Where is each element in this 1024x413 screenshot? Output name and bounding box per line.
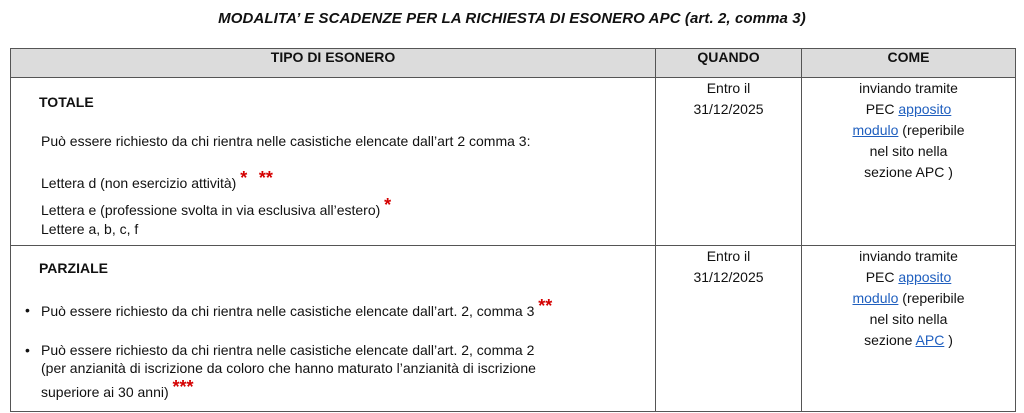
come-line xyxy=(802,267,1015,288)
item-lettera-d xyxy=(41,168,273,192)
come-line xyxy=(802,99,1015,120)
quando-cell-parziale xyxy=(656,246,802,412)
come-line xyxy=(802,120,1015,141)
section-title-parziale: PARZIALE xyxy=(39,260,108,276)
modulo-link[interactable]: modulo xyxy=(852,290,899,306)
apposito-modulo-link[interactable]: apposito xyxy=(898,269,952,285)
header-row xyxy=(11,49,1016,78)
bullet-item xyxy=(25,342,535,359)
come-line: sezione APC ) xyxy=(864,164,953,180)
asterisk-mark: * xyxy=(240,168,248,188)
reperibile-text: (reperibile xyxy=(902,290,965,306)
tipo-cell-parziale xyxy=(11,246,656,412)
item-lettere-abcf: Lettere a, b, c, f xyxy=(41,221,139,237)
bullet-continuation: (per anzianità di iscrizione da coloro che hanno maturato l’anzianità di iscrizione xyxy=(41,360,536,376)
closing-paren: ) xyxy=(948,332,953,348)
bullet-item xyxy=(25,296,553,320)
pec-text: PEC xyxy=(865,269,895,285)
document-title: MODALITA’ E SCADENZE PER LA RICHIESTA DI ESONERO APC (art. 2, comma 3) xyxy=(218,10,806,27)
bullet-continuation xyxy=(41,377,194,401)
asterisk-mark: * xyxy=(384,195,392,215)
quando-cell-totale xyxy=(656,78,802,246)
come-line: inviando tramite xyxy=(859,248,958,264)
quando-line: Entro il xyxy=(706,80,751,96)
asterisk-mark: ** xyxy=(258,168,273,188)
bullet-text: Può essere richiesto da chi rientra nelle casistiche elencate dall’art. 2, comma 3 xyxy=(41,303,535,319)
quando-line: Entro il xyxy=(706,248,751,264)
pec-text: PEC xyxy=(865,101,895,117)
bullet-icon: • xyxy=(25,302,30,318)
header-come: COME xyxy=(802,49,1016,78)
bullet-icon: • xyxy=(25,342,30,358)
section-title-totale: TOTALE xyxy=(39,94,94,110)
asterisk-mark: ** xyxy=(538,296,553,316)
header-quando: QUANDO xyxy=(656,49,802,78)
modulo-link[interactable]: modulo xyxy=(852,122,899,138)
apposito-modulo-link[interactable]: apposito xyxy=(898,101,952,117)
apc-link[interactable]: APC xyxy=(915,332,945,348)
item-text: Lettera e (professione svolta in via esclusiva all’estero) xyxy=(41,202,381,218)
come-line xyxy=(802,330,1015,351)
come-line: nel sito nella xyxy=(869,143,948,159)
row-totale xyxy=(11,78,1016,246)
sezione-text: sezione xyxy=(864,332,913,348)
asterisk-mark: *** xyxy=(172,377,194,397)
come-cell-parziale xyxy=(802,246,1016,412)
item-text: Lettera d (non esercizio attività) xyxy=(41,175,237,191)
come-cell-totale xyxy=(802,78,1016,246)
come-line: nel sito nella xyxy=(869,311,948,327)
reperibile-text: (reperibile xyxy=(902,122,965,138)
bullet-text: Può essere richiesto da chi rientra nelle casistiche elencate dall’art. 2, comma 2 xyxy=(41,342,535,358)
come-line: inviando tramite xyxy=(859,80,958,96)
esonero-table xyxy=(10,48,1016,412)
quando-date: 31/12/2025 xyxy=(693,269,764,285)
header-tipo: TIPO DI ESONERO xyxy=(11,49,656,78)
bullet-text: superiore ai 30 anni) xyxy=(41,384,169,400)
quando-date: 31/12/2025 xyxy=(693,101,764,117)
come-line xyxy=(802,288,1015,309)
item-lettera-e xyxy=(41,195,392,219)
tipo-cell-totale xyxy=(11,78,656,246)
row-parziale xyxy=(11,246,1016,412)
intro-totale: Può essere richiesto da chi rientra nelle casistiche elencate dall’art 2 comma 3: xyxy=(41,133,531,149)
